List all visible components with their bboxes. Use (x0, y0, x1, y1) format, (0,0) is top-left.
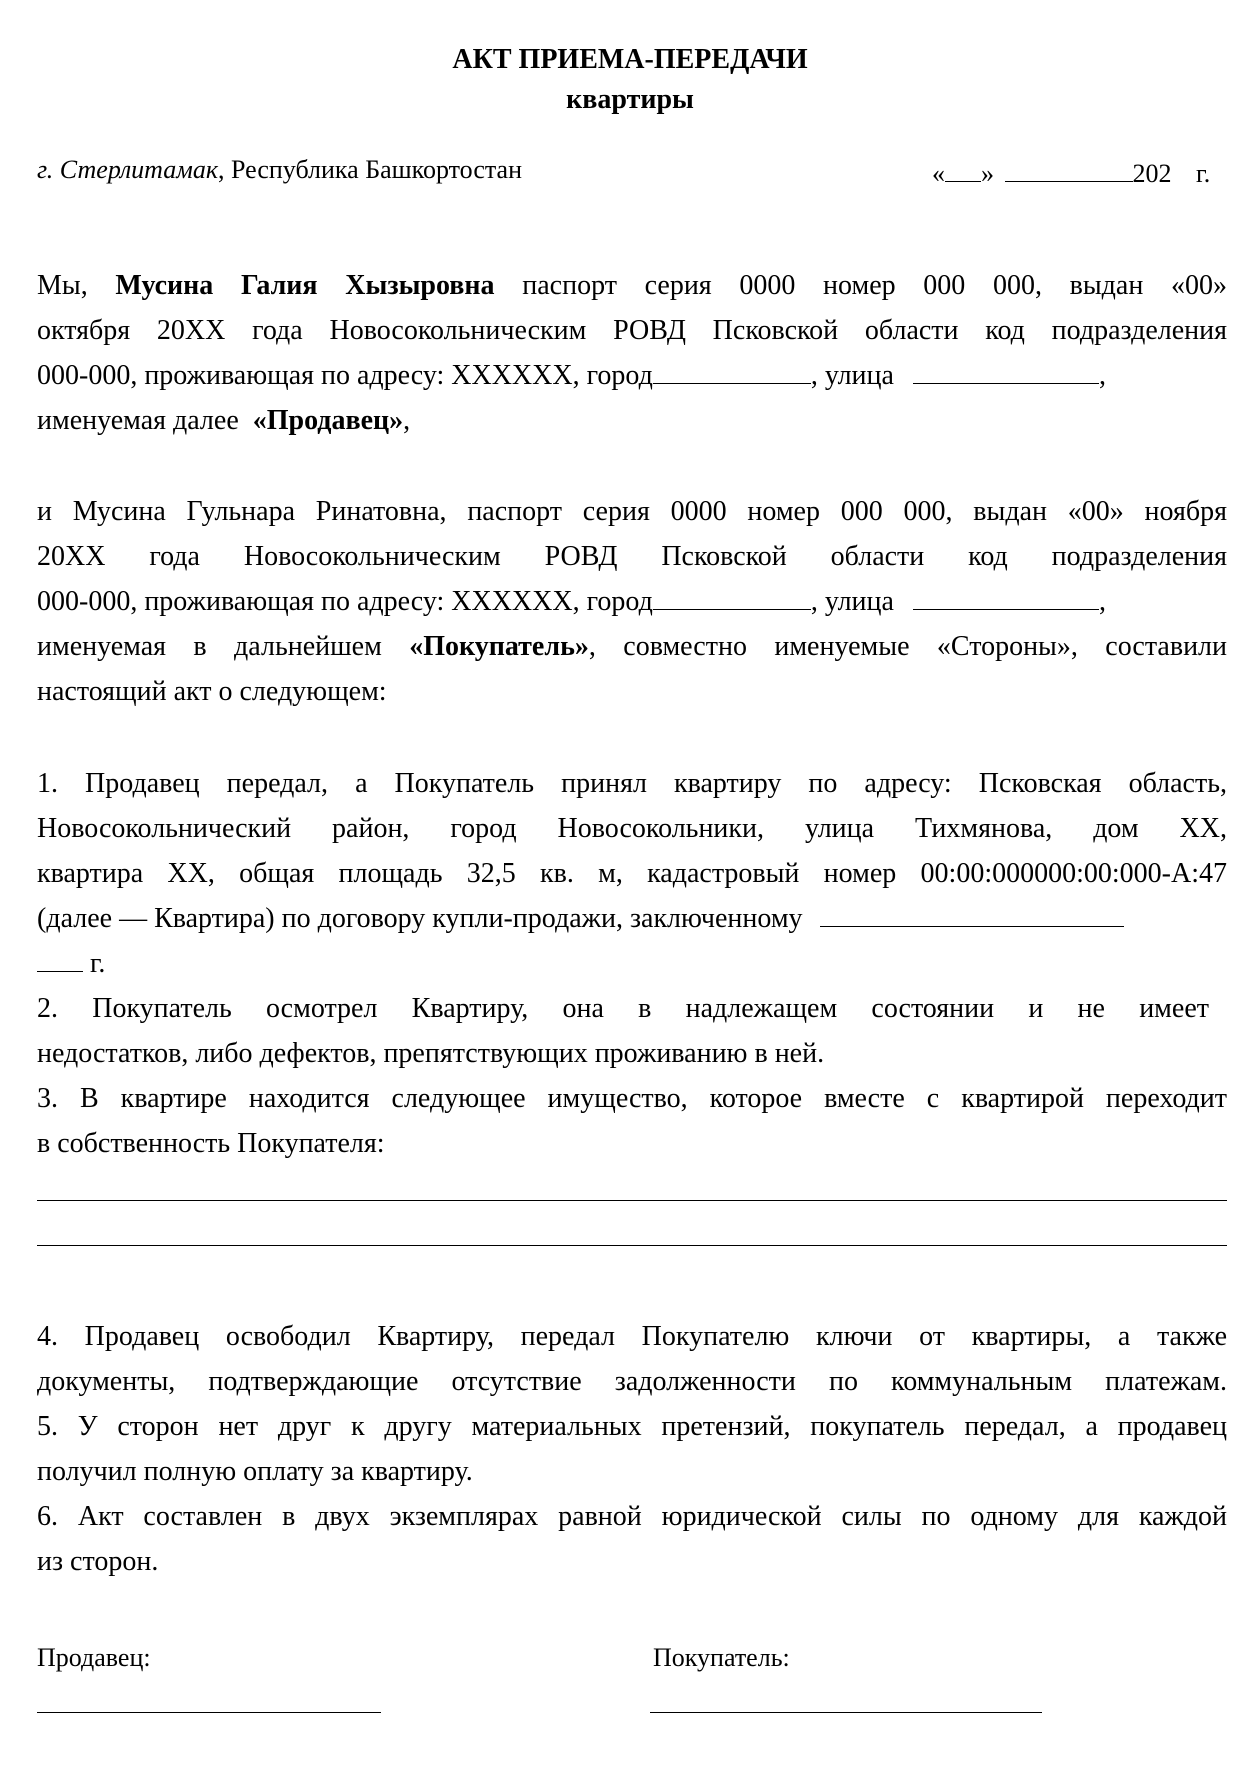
item-2-line-2: недостатков, либо дефектов, препятствующих проживанию в ней. (37, 1038, 825, 1069)
year: 202 (1132, 159, 1172, 188)
item-5-line-1: 5. У сторон нет друг к другу материальных претензий, покупатель передал, а продавец (37, 1411, 1227, 1442)
year-suffix: г. (1196, 159, 1211, 188)
contract-date-blank (820, 900, 1124, 927)
buyer-line-5: настоящий акт о следующем: (37, 676, 387, 707)
date-close-quote: » (981, 159, 994, 188)
seller-street-blank (913, 357, 1099, 384)
buyer-city-blank (653, 583, 811, 610)
place-line (37, 155, 522, 185)
item-6-line-2: из сторон. (37, 1546, 159, 1577)
contract-year-blank (37, 945, 83, 972)
item-1-line-3: квартира ХХ, общая площадь 32,5 кв. м, кадастровый номер 00:00:000000:00:000-А:47 (37, 858, 1227, 889)
buyer-line-1: и Мусина Гульнара Ринатовна, паспорт серия 0000 номер 000 000, выдан «00» ноября (37, 496, 1227, 527)
item-1-line-5: г. (37, 942, 1227, 986)
property-blank-line-2 (37, 1245, 1227, 1246)
buyer-signature-line (650, 1712, 1042, 1713)
seller-line-1: Мы, Мусина Галия Хызыровна паспорт серия 0000 номер 000 000, выдан «00» (37, 270, 1228, 301)
item-1-line-4: (далее — Квартира) по договору купли-продажи, заключенному (37, 897, 1227, 941)
document-subtitle: квартиры (566, 84, 694, 115)
property-blank-line-1 (37, 1200, 1227, 1201)
buyer-line-2: 20ХХ года Новосокольническим РОВД Псковской области код подразделения (37, 541, 1227, 572)
seller-city-blank (653, 357, 811, 384)
date-open-quote: « (932, 159, 945, 188)
seller-line-4: именуемая далее «Продавец», (37, 405, 411, 436)
buyer-street-blank (913, 583, 1099, 610)
buyer-line-4: именуемая в дальнейшем «Покупатель», совместно именуемые «Стороны», составили (37, 631, 1228, 662)
region: , Республика Башкортостан (218, 155, 522, 184)
seller-line-3: 000-000, проживающая по адресу: XXXXXX, город , улица , (37, 354, 1227, 398)
city: г. Стерлитамак (37, 155, 219, 184)
buyer-signature-label: Покупатель: (653, 1643, 790, 1672)
buyer-line-3: 000-000, проживающая по адресу: XXXXXX, город , улица , (37, 580, 1227, 624)
day-blank (945, 155, 981, 182)
item-3-line-2: в собственность Покупателя: (37, 1128, 385, 1159)
buyer-role: «Покупатель» (409, 631, 589, 662)
item-2-line-1: 2. Покупатель осмотрел Квартиру, она в надлежащем состоянии и не имеет (37, 993, 1209, 1024)
date-line (932, 155, 1210, 189)
seller-role: «Продавец» (252, 405, 404, 436)
item-1-line-1: 1. Продавец передал, а Покупатель принял квартиру по адресу: Псковская область, (37, 768, 1227, 799)
month-blank (1005, 155, 1133, 182)
item-5-line-2: получил полную оплату за квартиру. (37, 1456, 473, 1487)
item-3-line-1: 3. В квартире находится следующее имущество, которое вместе с квартирой переходит (37, 1083, 1227, 1114)
seller-signature-line (37, 1712, 381, 1713)
item-4-line-2: документы, подтверждающие отсутствие задолженности по коммунальным платежам. (37, 1366, 1227, 1397)
item-6-line-1: 6. Акт составлен в двух экземплярах равной юридической силы по одному для каждой (37, 1501, 1227, 1532)
item-4-line-1: 4. Продавец освободил Квартиру, передал Покупателю ключи от квартиры, а также (37, 1321, 1227, 1352)
item-1-line-2: Новосокольнический район, город Новосокольники, улица Тихмянова, дом ХХ, (37, 813, 1227, 844)
document-title: АКТ ПРИЕМА-ПЕРЕДАЧИ (452, 44, 808, 75)
seller-line-2: октября 20ХХ года Новосокольническим РОВД Псковской области код подразделения (37, 315, 1227, 346)
seller-signature-label: Продавец: (37, 1643, 151, 1672)
seller-name: Мусина Галия Хызыровна (115, 270, 495, 301)
